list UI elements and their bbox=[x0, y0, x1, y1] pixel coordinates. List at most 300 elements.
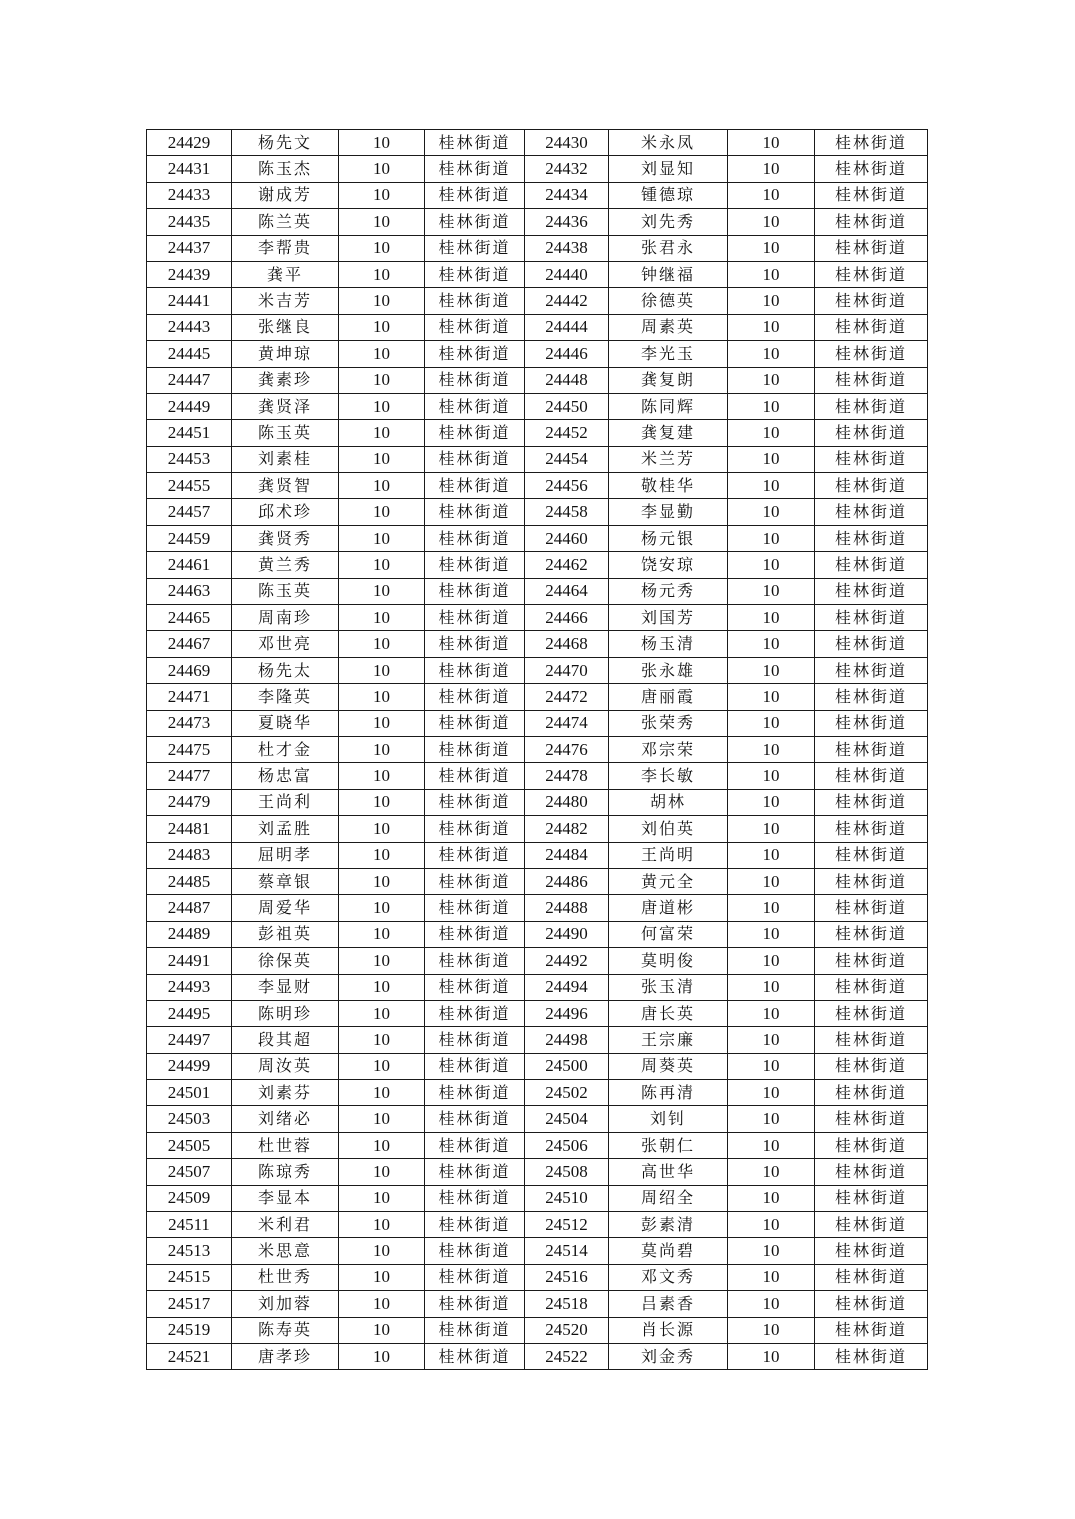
amount-cell: 10 bbox=[339, 631, 425, 657]
amount-cell: 10 bbox=[339, 341, 425, 367]
street-name-cell: 桂林街道 bbox=[815, 948, 928, 974]
person-name-cell: 莫明俊 bbox=[609, 948, 728, 974]
person-name-cell: 陈玉英 bbox=[232, 420, 339, 446]
amount-cell: 10 bbox=[728, 420, 815, 446]
amount-cell: 10 bbox=[728, 1185, 815, 1211]
person-name-cell: 陈玉英 bbox=[232, 578, 339, 604]
table-row bbox=[147, 367, 928, 393]
amount-cell: 10 bbox=[339, 130, 425, 156]
record-id-cell: 24488 bbox=[525, 895, 609, 921]
person-name-cell: 高世华 bbox=[609, 1159, 728, 1185]
record-id-cell: 24438 bbox=[525, 235, 609, 261]
amount-cell: 10 bbox=[339, 1106, 425, 1132]
record-id-cell: 24496 bbox=[525, 1000, 609, 1026]
amount-cell: 10 bbox=[728, 684, 815, 710]
record-id-cell: 24498 bbox=[525, 1027, 609, 1053]
record-id-cell: 24443 bbox=[147, 314, 232, 340]
table-row bbox=[147, 842, 928, 868]
street-name-cell: 桂林街道 bbox=[425, 552, 525, 578]
record-id-cell: 24479 bbox=[147, 789, 232, 815]
person-name-cell: 杨先文 bbox=[232, 130, 339, 156]
record-id-cell: 24433 bbox=[147, 182, 232, 208]
person-name-cell: 杜世蓉 bbox=[232, 1132, 339, 1158]
street-name-cell: 桂林街道 bbox=[815, 1317, 928, 1343]
record-id-cell: 24473 bbox=[147, 710, 232, 736]
street-name-cell: 桂林街道 bbox=[815, 1185, 928, 1211]
person-name-cell: 周爱华 bbox=[232, 895, 339, 921]
amount-cell: 10 bbox=[728, 182, 815, 208]
record-id-cell: 24508 bbox=[525, 1159, 609, 1185]
amount-cell: 10 bbox=[339, 710, 425, 736]
record-id-cell: 24474 bbox=[525, 710, 609, 736]
amount-cell: 10 bbox=[728, 1027, 815, 1053]
amount-cell: 10 bbox=[339, 657, 425, 683]
street-name-cell: 桂林街道 bbox=[425, 736, 525, 762]
record-id-cell: 24455 bbox=[147, 473, 232, 499]
person-name-cell: 刘显知 bbox=[609, 156, 728, 182]
person-name-cell: 龚复朗 bbox=[609, 367, 728, 393]
record-id-cell: 24518 bbox=[525, 1291, 609, 1317]
amount-cell: 10 bbox=[728, 261, 815, 287]
record-id-cell: 24478 bbox=[525, 763, 609, 789]
record-id-cell: 24452 bbox=[525, 420, 609, 446]
amount-cell: 10 bbox=[339, 1027, 425, 1053]
amount-cell: 10 bbox=[339, 1159, 425, 1185]
street-name-cell: 桂林街道 bbox=[815, 261, 928, 287]
person-name-cell: 刘加蓉 bbox=[232, 1291, 339, 1317]
record-id-cell: 24472 bbox=[525, 684, 609, 710]
record-id-cell: 24499 bbox=[147, 1053, 232, 1079]
street-name-cell: 桂林街道 bbox=[425, 261, 525, 287]
person-name-cell: 胡林 bbox=[609, 789, 728, 815]
record-id-cell: 24521 bbox=[147, 1343, 232, 1369]
street-name-cell: 桂林街道 bbox=[815, 1238, 928, 1264]
street-name-cell: 桂林街道 bbox=[425, 367, 525, 393]
street-name-cell: 桂林街道 bbox=[425, 499, 525, 525]
record-id-cell: 24483 bbox=[147, 842, 232, 868]
street-name-cell: 桂林街道 bbox=[815, 156, 928, 182]
person-name-cell: 杜世秀 bbox=[232, 1264, 339, 1290]
record-id-cell: 24466 bbox=[525, 605, 609, 631]
person-name-cell: 李显勤 bbox=[609, 499, 728, 525]
record-id-cell: 24437 bbox=[147, 235, 232, 261]
street-name-cell: 桂林街道 bbox=[425, 1291, 525, 1317]
amount-cell: 10 bbox=[339, 1132, 425, 1158]
amount-cell: 10 bbox=[728, 605, 815, 631]
record-id-cell: 24432 bbox=[525, 156, 609, 182]
amount-cell: 10 bbox=[728, 631, 815, 657]
record-id-cell: 24516 bbox=[525, 1264, 609, 1290]
amount-cell: 10 bbox=[339, 1000, 425, 1026]
person-name-cell: 张玉清 bbox=[609, 974, 728, 1000]
street-name-cell: 桂林街道 bbox=[425, 657, 525, 683]
table-row bbox=[147, 1132, 928, 1158]
roster-table bbox=[146, 129, 928, 1370]
street-name-cell: 桂林街道 bbox=[425, 420, 525, 446]
amount-cell: 10 bbox=[728, 156, 815, 182]
record-id-cell: 24501 bbox=[147, 1080, 232, 1106]
street-name-cell: 桂林街道 bbox=[815, 235, 928, 261]
person-name-cell: 肖长源 bbox=[609, 1317, 728, 1343]
record-id-cell: 24445 bbox=[147, 341, 232, 367]
table-row bbox=[147, 763, 928, 789]
amount-cell: 10 bbox=[728, 921, 815, 947]
street-name-cell: 桂林街道 bbox=[425, 393, 525, 419]
street-name-cell: 桂林街道 bbox=[425, 631, 525, 657]
table-row bbox=[147, 288, 928, 314]
amount-cell: 10 bbox=[339, 473, 425, 499]
record-id-cell: 24477 bbox=[147, 763, 232, 789]
table-row bbox=[147, 446, 928, 472]
record-id-cell: 24434 bbox=[525, 182, 609, 208]
amount-cell: 10 bbox=[728, 1212, 815, 1238]
amount-cell: 10 bbox=[728, 1343, 815, 1369]
person-name-cell: 何富荣 bbox=[609, 921, 728, 947]
amount-cell: 10 bbox=[339, 578, 425, 604]
table-row bbox=[147, 499, 928, 525]
table-row bbox=[147, 1185, 928, 1211]
person-name-cell: 敬桂华 bbox=[609, 473, 728, 499]
table-row bbox=[147, 1080, 928, 1106]
street-name-cell: 桂林街道 bbox=[425, 473, 525, 499]
person-name-cell: 杨玉清 bbox=[609, 631, 728, 657]
amount-cell: 10 bbox=[339, 393, 425, 419]
street-name-cell: 桂林街道 bbox=[425, 684, 525, 710]
street-name-cell: 桂林街道 bbox=[425, 1053, 525, 1079]
person-name-cell: 徐保英 bbox=[232, 948, 339, 974]
street-name-cell: 桂林街道 bbox=[815, 1053, 928, 1079]
record-id-cell: 24467 bbox=[147, 631, 232, 657]
street-name-cell: 桂林街道 bbox=[425, 1027, 525, 1053]
person-name-cell: 黄坤琼 bbox=[232, 341, 339, 367]
record-id-cell: 24481 bbox=[147, 816, 232, 842]
street-name-cell: 桂林街道 bbox=[425, 1212, 525, 1238]
person-name-cell: 张继良 bbox=[232, 314, 339, 340]
table-row bbox=[147, 525, 928, 551]
amount-cell: 10 bbox=[728, 314, 815, 340]
record-id-cell: 24491 bbox=[147, 948, 232, 974]
record-id-cell: 24458 bbox=[525, 499, 609, 525]
street-name-cell: 桂林街道 bbox=[815, 1132, 928, 1158]
person-name-cell: 龚贤秀 bbox=[232, 525, 339, 551]
record-id-cell: 24464 bbox=[525, 578, 609, 604]
street-name-cell: 桂林街道 bbox=[815, 341, 928, 367]
street-name-cell: 桂林街道 bbox=[815, 684, 928, 710]
amount-cell: 10 bbox=[728, 736, 815, 762]
record-id-cell: 24447 bbox=[147, 367, 232, 393]
person-name-cell: 邓宗荣 bbox=[609, 736, 728, 762]
amount-cell: 10 bbox=[339, 446, 425, 472]
person-name-cell: 刘素桂 bbox=[232, 446, 339, 472]
street-name-cell: 桂林街道 bbox=[425, 288, 525, 314]
amount-cell: 10 bbox=[728, 578, 815, 604]
street-name-cell: 桂林街道 bbox=[815, 552, 928, 578]
record-id-cell: 24436 bbox=[525, 209, 609, 235]
street-name-cell: 桂林街道 bbox=[425, 130, 525, 156]
person-name-cell: 唐长英 bbox=[609, 1000, 728, 1026]
person-name-cell: 莫尚碧 bbox=[609, 1238, 728, 1264]
street-name-cell: 桂林街道 bbox=[815, 314, 928, 340]
person-name-cell: 杨先太 bbox=[232, 657, 339, 683]
table-row bbox=[147, 710, 928, 736]
record-id-cell: 24463 bbox=[147, 578, 232, 604]
record-id-cell: 24486 bbox=[525, 868, 609, 894]
table-row bbox=[147, 235, 928, 261]
record-id-cell: 24492 bbox=[525, 948, 609, 974]
person-name-cell: 张荣秀 bbox=[609, 710, 728, 736]
record-id-cell: 24507 bbox=[147, 1159, 232, 1185]
record-id-cell: 24440 bbox=[525, 261, 609, 287]
amount-cell: 10 bbox=[728, 1000, 815, 1026]
record-id-cell: 24519 bbox=[147, 1317, 232, 1343]
street-name-cell: 桂林街道 bbox=[815, 921, 928, 947]
record-id-cell: 24431 bbox=[147, 156, 232, 182]
person-name-cell: 刘金秀 bbox=[609, 1343, 728, 1369]
street-name-cell: 桂林街道 bbox=[815, 605, 928, 631]
person-name-cell: 刘伯英 bbox=[609, 816, 728, 842]
table-row bbox=[147, 1238, 928, 1264]
record-id-cell: 24454 bbox=[525, 446, 609, 472]
street-name-cell: 桂林街道 bbox=[815, 420, 928, 446]
table-row bbox=[147, 209, 928, 235]
record-id-cell: 24450 bbox=[525, 393, 609, 419]
street-name-cell: 桂林街道 bbox=[425, 1159, 525, 1185]
person-name-cell: 陈再清 bbox=[609, 1080, 728, 1106]
amount-cell: 10 bbox=[728, 341, 815, 367]
street-name-cell: 桂林街道 bbox=[425, 525, 525, 551]
amount-cell: 10 bbox=[339, 1264, 425, 1290]
amount-cell: 10 bbox=[728, 974, 815, 1000]
amount-cell: 10 bbox=[728, 393, 815, 419]
amount-cell: 10 bbox=[728, 1132, 815, 1158]
record-id-cell: 24462 bbox=[525, 552, 609, 578]
record-id-cell: 24520 bbox=[525, 1317, 609, 1343]
table-row bbox=[147, 1106, 928, 1132]
street-name-cell: 桂林街道 bbox=[425, 1264, 525, 1290]
amount-cell: 10 bbox=[339, 1238, 425, 1264]
amount-cell: 10 bbox=[728, 948, 815, 974]
street-name-cell: 桂林街道 bbox=[425, 578, 525, 604]
person-name-cell: 陈同辉 bbox=[609, 393, 728, 419]
person-name-cell: 米吉芳 bbox=[232, 288, 339, 314]
table-row bbox=[147, 341, 928, 367]
amount-cell: 10 bbox=[339, 1343, 425, 1369]
table-row bbox=[147, 393, 928, 419]
record-id-cell: 24515 bbox=[147, 1264, 232, 1290]
table-row bbox=[147, 736, 928, 762]
table-row bbox=[147, 1317, 928, 1343]
amount-cell: 10 bbox=[339, 789, 425, 815]
person-name-cell: 钟继福 bbox=[609, 261, 728, 287]
record-id-cell: 24475 bbox=[147, 736, 232, 762]
amount-cell: 10 bbox=[339, 974, 425, 1000]
street-name-cell: 桂林街道 bbox=[425, 1317, 525, 1343]
street-name-cell: 桂林街道 bbox=[815, 763, 928, 789]
person-name-cell: 李长敏 bbox=[609, 763, 728, 789]
person-name-cell: 龚平 bbox=[232, 261, 339, 287]
person-name-cell: 张君永 bbox=[609, 235, 728, 261]
person-name-cell: 陈兰英 bbox=[232, 209, 339, 235]
record-id-cell: 24456 bbox=[525, 473, 609, 499]
street-name-cell: 桂林街道 bbox=[425, 895, 525, 921]
table-row bbox=[147, 420, 928, 446]
record-id-cell: 24457 bbox=[147, 499, 232, 525]
amount-cell: 10 bbox=[339, 948, 425, 974]
person-name-cell: 李显本 bbox=[232, 1185, 339, 1211]
person-name-cell: 龚复建 bbox=[609, 420, 728, 446]
street-name-cell: 桂林街道 bbox=[815, 657, 928, 683]
table-row bbox=[147, 868, 928, 894]
street-name-cell: 桂林街道 bbox=[425, 605, 525, 631]
record-id-cell: 24480 bbox=[525, 789, 609, 815]
street-name-cell: 桂林街道 bbox=[815, 182, 928, 208]
street-name-cell: 桂林街道 bbox=[815, 736, 928, 762]
table-row bbox=[147, 605, 928, 631]
street-name-cell: 桂林街道 bbox=[425, 868, 525, 894]
record-id-cell: 24476 bbox=[525, 736, 609, 762]
amount-cell: 10 bbox=[339, 895, 425, 921]
street-name-cell: 桂林街道 bbox=[815, 1212, 928, 1238]
street-name-cell: 桂林街道 bbox=[815, 816, 928, 842]
street-name-cell: 桂林街道 bbox=[425, 156, 525, 182]
record-id-cell: 24504 bbox=[525, 1106, 609, 1132]
street-name-cell: 桂林街道 bbox=[425, 948, 525, 974]
person-name-cell: 唐道彬 bbox=[609, 895, 728, 921]
amount-cell: 10 bbox=[339, 1053, 425, 1079]
amount-cell: 10 bbox=[728, 789, 815, 815]
person-name-cell: 米永凤 bbox=[609, 130, 728, 156]
street-name-cell: 桂林街道 bbox=[425, 710, 525, 736]
person-name-cell: 陈明珍 bbox=[232, 1000, 339, 1026]
street-name-cell: 桂林街道 bbox=[815, 1106, 928, 1132]
amount-cell: 10 bbox=[728, 842, 815, 868]
table-row bbox=[147, 1212, 928, 1238]
street-name-cell: 桂林街道 bbox=[815, 974, 928, 1000]
amount-cell: 10 bbox=[339, 868, 425, 894]
record-id-cell: 24489 bbox=[147, 921, 232, 947]
person-name-cell: 刘孟胜 bbox=[232, 816, 339, 842]
amount-cell: 10 bbox=[339, 288, 425, 314]
record-id-cell: 24435 bbox=[147, 209, 232, 235]
amount-cell: 10 bbox=[728, 552, 815, 578]
street-name-cell: 桂林街道 bbox=[815, 1264, 928, 1290]
record-id-cell: 24495 bbox=[147, 1000, 232, 1026]
person-name-cell: 杜才金 bbox=[232, 736, 339, 762]
person-name-cell: 周葵英 bbox=[609, 1053, 728, 1079]
amount-cell: 10 bbox=[728, 209, 815, 235]
record-id-cell: 24446 bbox=[525, 341, 609, 367]
amount-cell: 10 bbox=[339, 499, 425, 525]
street-name-cell: 桂林街道 bbox=[425, 209, 525, 235]
amount-cell: 10 bbox=[728, 1317, 815, 1343]
amount-cell: 10 bbox=[339, 763, 425, 789]
amount-cell: 10 bbox=[339, 261, 425, 287]
amount-cell: 10 bbox=[728, 1291, 815, 1317]
person-name-cell: 王宗廉 bbox=[609, 1027, 728, 1053]
record-id-cell: 24430 bbox=[525, 130, 609, 156]
amount-cell: 10 bbox=[728, 1053, 815, 1079]
street-name-cell: 桂林街道 bbox=[425, 816, 525, 842]
record-id-cell: 24494 bbox=[525, 974, 609, 1000]
amount-cell: 10 bbox=[339, 182, 425, 208]
amount-cell: 10 bbox=[339, 1080, 425, 1106]
person-name-cell: 夏晓华 bbox=[232, 710, 339, 736]
street-name-cell: 桂林街道 bbox=[815, 130, 928, 156]
person-name-cell: 锺德琼 bbox=[609, 182, 728, 208]
record-id-cell: 24459 bbox=[147, 525, 232, 551]
street-name-cell: 桂林街道 bbox=[815, 789, 928, 815]
amount-cell: 10 bbox=[339, 367, 425, 393]
person-name-cell: 周素英 bbox=[609, 314, 728, 340]
person-name-cell: 段其超 bbox=[232, 1027, 339, 1053]
table-row bbox=[147, 631, 928, 657]
record-id-cell: 24439 bbox=[147, 261, 232, 287]
person-name-cell: 周南珍 bbox=[232, 605, 339, 631]
street-name-cell: 桂林街道 bbox=[815, 868, 928, 894]
person-name-cell: 周汝英 bbox=[232, 1053, 339, 1079]
street-name-cell: 桂林街道 bbox=[815, 1159, 928, 1185]
street-name-cell: 桂林街道 bbox=[815, 895, 928, 921]
record-id-cell: 24517 bbox=[147, 1291, 232, 1317]
table-row bbox=[147, 156, 928, 182]
amount-cell: 10 bbox=[728, 130, 815, 156]
street-name-cell: 桂林街道 bbox=[425, 341, 525, 367]
person-name-cell: 陈玉杰 bbox=[232, 156, 339, 182]
record-id-cell: 24511 bbox=[147, 1212, 232, 1238]
person-name-cell: 吕素香 bbox=[609, 1291, 728, 1317]
table-row bbox=[147, 684, 928, 710]
street-name-cell: 桂林街道 bbox=[815, 525, 928, 551]
street-name-cell: 桂林街道 bbox=[815, 1343, 928, 1369]
street-name-cell: 桂林街道 bbox=[815, 446, 928, 472]
street-name-cell: 桂林街道 bbox=[425, 314, 525, 340]
street-name-cell: 桂林街道 bbox=[815, 367, 928, 393]
person-name-cell: 刘素芬 bbox=[232, 1080, 339, 1106]
amount-cell: 10 bbox=[728, 868, 815, 894]
street-name-cell: 桂林街道 bbox=[425, 235, 525, 261]
record-id-cell: 24490 bbox=[525, 921, 609, 947]
person-name-cell: 唐丽霞 bbox=[609, 684, 728, 710]
street-name-cell: 桂林街道 bbox=[425, 182, 525, 208]
amount-cell: 10 bbox=[728, 657, 815, 683]
table-row bbox=[147, 948, 928, 974]
table-row bbox=[147, 1159, 928, 1185]
person-name-cell: 陈琼秀 bbox=[232, 1159, 339, 1185]
table-row bbox=[147, 130, 928, 156]
roster-body bbox=[147, 130, 928, 1370]
person-name-cell: 屈明孝 bbox=[232, 842, 339, 868]
record-id-cell: 24484 bbox=[525, 842, 609, 868]
street-name-cell: 桂林街道 bbox=[815, 209, 928, 235]
amount-cell: 10 bbox=[339, 605, 425, 631]
amount-cell: 10 bbox=[728, 895, 815, 921]
street-name-cell: 桂林街道 bbox=[815, 1027, 928, 1053]
person-name-cell: 刘国芳 bbox=[609, 605, 728, 631]
amount-cell: 10 bbox=[728, 1106, 815, 1132]
street-name-cell: 桂林街道 bbox=[815, 393, 928, 419]
person-name-cell: 李隆英 bbox=[232, 684, 339, 710]
table-row bbox=[147, 1000, 928, 1026]
amount-cell: 10 bbox=[728, 288, 815, 314]
person-name-cell: 刘钊 bbox=[609, 1106, 728, 1132]
amount-cell: 10 bbox=[728, 525, 815, 551]
person-name-cell: 刘先秀 bbox=[609, 209, 728, 235]
person-name-cell: 李帮贵 bbox=[232, 235, 339, 261]
table-row bbox=[147, 1343, 928, 1369]
street-name-cell: 桂林街道 bbox=[425, 789, 525, 815]
table-row bbox=[147, 261, 928, 287]
amount-cell: 10 bbox=[339, 156, 425, 182]
